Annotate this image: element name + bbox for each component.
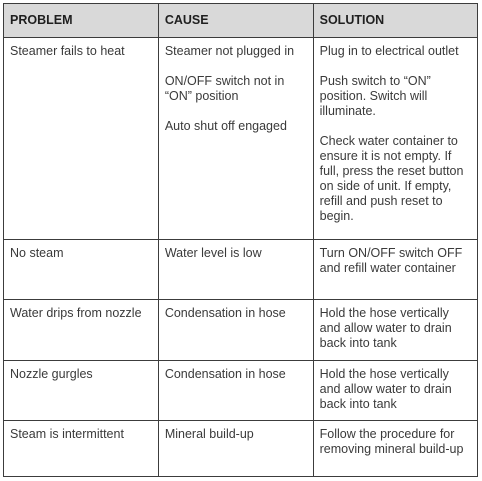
troubleshooting-table xyxy=(3,3,478,477)
cause-text: Mineral build-up xyxy=(164,427,254,442)
solution-cell xyxy=(313,421,477,477)
header-cause: CAUSE xyxy=(158,4,313,38)
solution-cell xyxy=(313,38,477,240)
problem-text: Water drips from nozzle xyxy=(10,306,142,321)
solution-text: Hold the hose vertically and allow water to drain back into tank xyxy=(319,366,452,411)
problem-text: Steamer fails to heat xyxy=(10,44,125,58)
header-row xyxy=(4,4,478,38)
header-problem: PROBLEM xyxy=(4,4,159,38)
solution-text: Plug in to electrical outlet xyxy=(319,44,459,58)
solution-text: Check water container to ensure it is not empty. If full, press the reset button on side of unit. If empty, refill and push reset to begin. xyxy=(319,134,464,223)
table-row xyxy=(4,421,478,477)
problem-text: No steam xyxy=(10,245,64,260)
problem-cell xyxy=(4,360,159,421)
cause-text: Auto shut off engaged xyxy=(164,119,287,133)
cause-text: ON/OFF switch not in “ON” position xyxy=(164,74,285,103)
problem-cell xyxy=(4,239,159,300)
table-row xyxy=(4,360,478,421)
solution-text: Push switch to “ON” position. Switch will illuminate. xyxy=(319,74,431,118)
header-solution: SOLUTION xyxy=(313,4,477,38)
cause-cell xyxy=(158,421,313,477)
cause-cell xyxy=(158,38,313,240)
solution-cell xyxy=(313,300,477,361)
cause-text: Condensation in hose xyxy=(164,306,286,321)
cause-text: Steamer not plugged in xyxy=(164,44,295,58)
table-row xyxy=(4,38,478,240)
cause-text: Water level is low xyxy=(164,245,262,260)
solution-text: Hold the hose vertically and allow water to drain back into tank xyxy=(319,306,452,351)
table-row xyxy=(4,239,478,300)
problem-cell xyxy=(4,300,159,361)
table-row xyxy=(4,300,478,361)
problem-text: Nozzle gurgles xyxy=(10,366,93,381)
problem-text: Steam is intermittent xyxy=(10,427,124,442)
problem-cell xyxy=(4,421,159,477)
cause-text: Condensation in hose xyxy=(164,366,286,381)
cause-cell xyxy=(158,360,313,421)
problem-cell xyxy=(4,38,159,240)
solution-cell xyxy=(313,239,477,300)
solution-text: Turn ON/OFF switch OFF and refill water container xyxy=(319,245,463,275)
solution-cell xyxy=(313,360,477,421)
solution-text: Follow the procedure for removing mineral build-up xyxy=(319,427,464,457)
cause-cell xyxy=(158,300,313,361)
cause-cell xyxy=(158,239,313,300)
